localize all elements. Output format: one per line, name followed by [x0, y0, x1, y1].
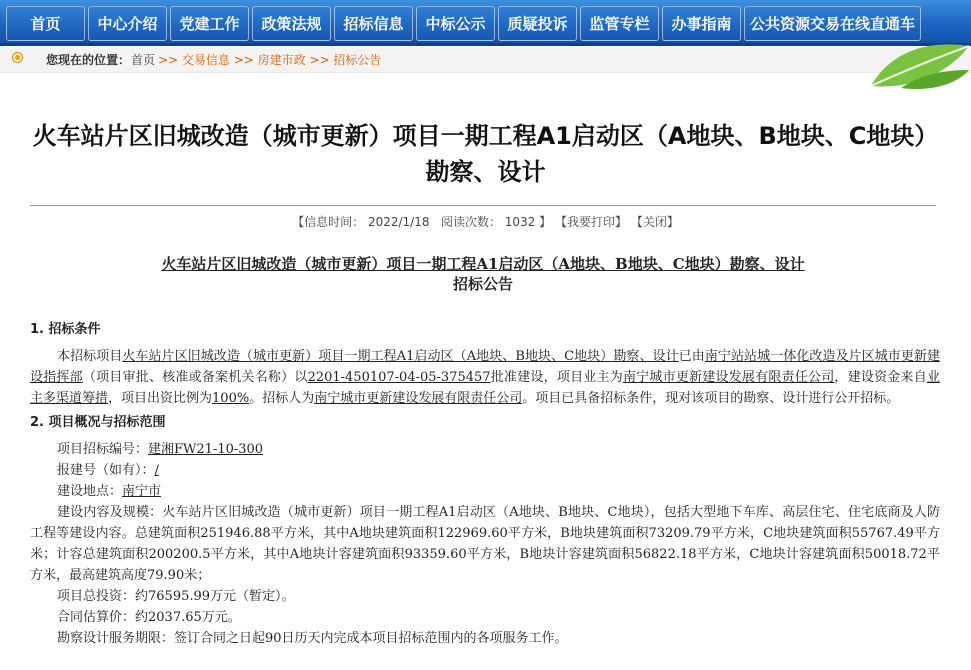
leaf-decoration-icon	[861, 40, 971, 92]
report-number: /	[154, 463, 159, 478]
text-span: 本招标项目	[57, 349, 123, 364]
report-number-line	[30, 460, 940, 481]
nav-item-award-notice[interactable]: 中标公示	[416, 6, 495, 41]
breadcrumb-home-link[interactable]: 首页	[131, 53, 156, 67]
text-span: 。项目已具备招标条件，现对该项目的勘察、设计进行公开招标。	[522, 391, 900, 406]
project-number: 建湘FW21-10-300	[148, 442, 264, 457]
text-span: 。招标人为	[249, 391, 315, 406]
fund-source: 业主多渠道筹措	[30, 370, 940, 406]
text-span: 批准建设，项目业主为	[490, 370, 623, 385]
approval-code: 2201-450107-04-05-375457	[307, 370, 491, 385]
nav-item-guide[interactable]: 办事指南	[662, 6, 741, 41]
nav-item-center-intro[interactable]: 中心介绍	[88, 6, 167, 41]
nav-item-policy[interactable]: 政策法规	[252, 6, 331, 41]
close-link[interactable]: 【关闭】	[630, 215, 679, 229]
notice-title-line2: 招标公告	[452, 275, 513, 293]
info-views: 1032	[504, 215, 536, 229]
notice-title-line1: 火车站片区旧城改造（城市更新）项目一期工程A1启动区（A地块、B地块、C地块）勘察、设计	[161, 255, 805, 273]
page-title: 火车站片区旧城改造（城市更新）项目一期工程A1启动区（A地块、B地块、C地块）勘察、设计	[32, 122, 939, 186]
nav-item-online-trading[interactable]: 公共资源交易在线直通车	[744, 6, 921, 41]
text-span: （项目审批、核准或备案机关名称）以	[82, 370, 308, 385]
print-link[interactable]: 【我要打印】	[555, 215, 628, 229]
fund-ratio: 100%	[212, 391, 250, 406]
nav-item-home[interactable]: 首页	[6, 6, 85, 41]
owner-name: 南宁城市更新建设发展有限责任公司	[622, 370, 835, 385]
section-paragraph	[30, 346, 940, 409]
title-divider	[30, 205, 936, 206]
service-period-line: 勘察设计服务期限：签订合同之日起90日历天内完成本项目招标范围内的各项服务工作。	[57, 631, 568, 646]
text-span: ，项目出资比例为	[108, 391, 213, 406]
nav-item-supervision[interactable]: 监管专栏	[580, 6, 659, 41]
info-views-label: 阅读次数：	[440, 215, 501, 229]
info-date: 2022/1/18	[367, 215, 430, 229]
site-line	[30, 481, 940, 502]
nav-item-bidding-info[interactable]: 招标信息	[334, 6, 413, 41]
project-name: 火车站片区旧城改造（城市更新）项目一期工程A1启动区（A地块、B地块、C地块）勘察、设计	[122, 349, 679, 364]
section-heading: 1. 招标条件	[30, 322, 101, 337]
site-value: 南宁市	[122, 484, 162, 499]
info-suffix: 】	[539, 215, 552, 229]
breadcrumb	[0, 47, 971, 73]
project-number-line	[30, 439, 940, 460]
nav-item-complaints[interactable]: 质疑投诉	[498, 6, 577, 41]
notice-content	[30, 318, 940, 649]
investment-line: 项目总投资：约76595.99万元（暂定）。	[57, 589, 295, 604]
tenderer-name: 南宁城市更新建设发展有限责任公司	[314, 391, 523, 406]
notice-title	[60, 254, 906, 294]
top-nav-bar	[0, 0, 971, 46]
field-label: 建设地点：	[57, 484, 123, 499]
breadcrumb-label: 您现在的位置：	[46, 53, 131, 67]
nav-item-party-work[interactable]: 党建工作	[170, 6, 249, 41]
scope-paragraph: 建设内容及规模：火车站片区旧城改造（城市更新）项目一期工程A1启动区（A地块、B地块、C地块），包括大型地下车库、高层住宅、住宅底商及人防工程等建设内容。总建筑面积251946.88平方米，其中A地块建筑面积122969.60平方米，B地块建筑面积73209.79平方米，C地块建筑面积55767.49平方米；计容总建筑面积200200.5平方米，其中A地块计容建筑面积93359.60平方米，B地块计容建筑面积56822.18平方米，C地块计容建筑面积50018.72平方米，最高建筑高度79.90米；	[30, 505, 940, 583]
field-label: 项目招标编号：	[57, 442, 149, 457]
section-heading: 2. 项目概况与招标范围	[30, 415, 166, 430]
text-span: ，建设资金来自	[834, 370, 927, 385]
article-info	[0, 213, 971, 230]
info-prefix: 【信息时间：	[292, 215, 365, 229]
approver-name: 南宁站站城一体化改造及片区城市更新建设指挥部	[30, 349, 940, 385]
contract-price-line: 合同估算价：约2037.65万元。	[57, 610, 241, 625]
breadcrumb-trail[interactable]: >> 交易信息 >> 房建市政 >> 招标公告	[158, 53, 382, 67]
bullet-icon	[13, 53, 22, 62]
field-label: 报建号（如有）：	[57, 463, 155, 478]
text-span: 已由	[678, 349, 705, 364]
